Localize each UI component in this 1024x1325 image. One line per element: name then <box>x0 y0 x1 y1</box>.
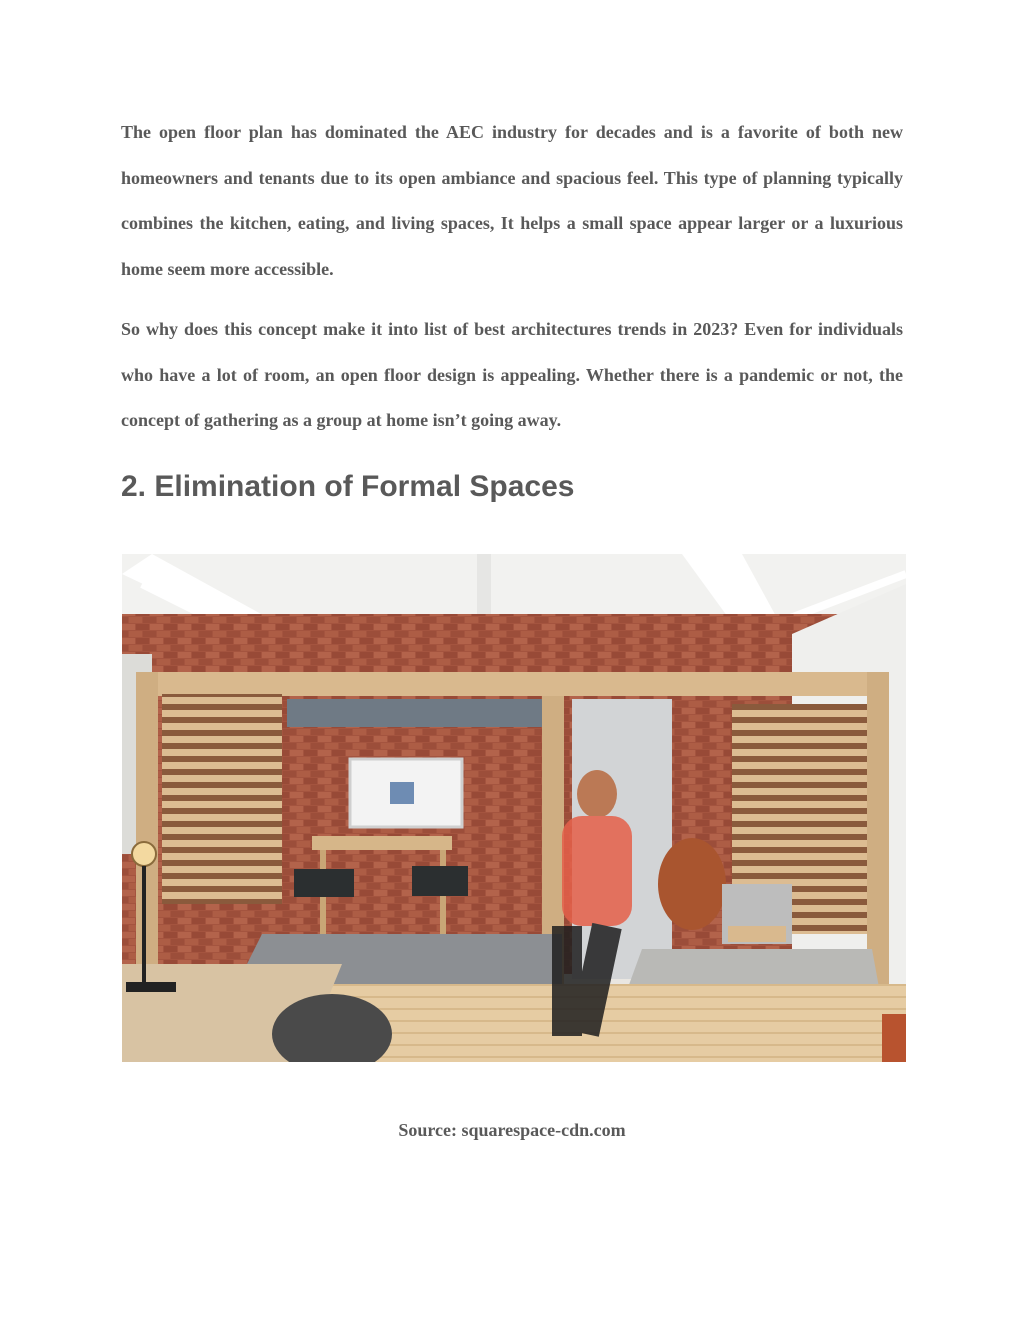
image-caption: Source: squarespace-cdn.com <box>398 1120 626 1140</box>
office-booth-photo <box>122 554 906 1062</box>
section-heading: 2. Elimination of Formal Spaces <box>121 470 575 503</box>
body-paragraph-trend-2023: So why does this concept make it into list of best architectures trends in 2023? Even for individuals who have a lot of room, an open floor design is appealing. Whether there is a pandemic or not, the concept of gathering as a group at home isn’t going away. <box>121 319 903 430</box>
body-paragraph-open-floor-plan: The open floor plan has dominated the AEC industry for decades and is a favorite of both new homeowners and tenants due to its open ambiance and spacious feel. This type of planning typically combines the kitchen, eating, and living spaces, It helps a small space appear larger or a luxurious home seem more accessible. <box>121 122 903 279</box>
